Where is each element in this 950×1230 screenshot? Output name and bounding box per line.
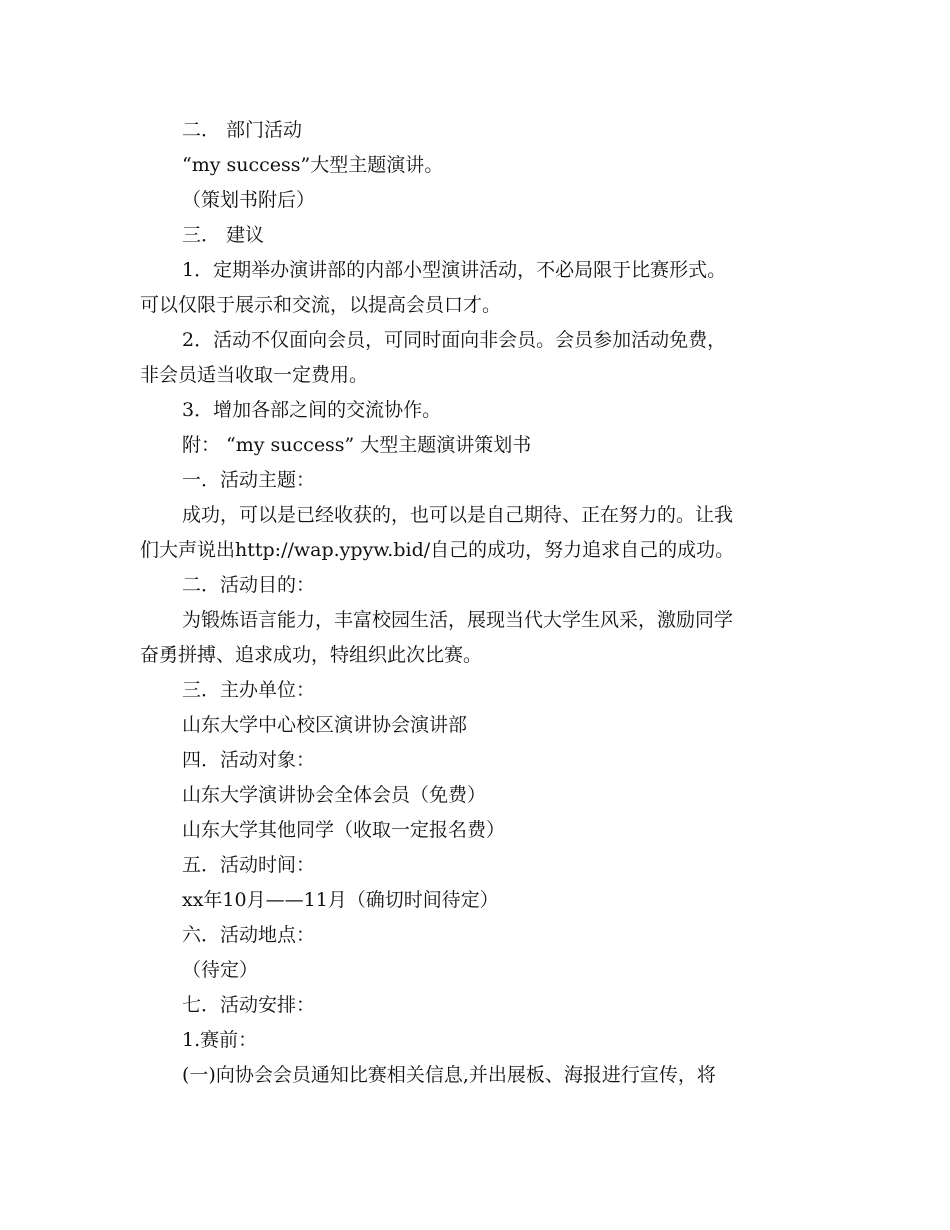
document-line: 山东大学演讲协会全体会员（免费） <box>182 784 487 806</box>
document-body <box>140 113 820 1093</box>
document-line: 五．活动时间： <box>182 854 316 876</box>
document-line: 们大声说出http://wap.ypyw.bid/自己的成功，努力追求自己的成功。 <box>140 539 735 561</box>
document-line: 三．主办单位： <box>182 679 316 701</box>
document-line: 1.赛前： <box>182 1029 258 1051</box>
document-line: 成功，可以是已经收获的，也可以是自己期待、正在努力的。让我 <box>182 504 734 526</box>
document-line: 四．活动对象： <box>182 749 316 771</box>
document-line: 六．活动地点： <box>182 924 316 946</box>
document-line: 七．活动安排： <box>182 994 316 1016</box>
document-line: 非会员适当收取一定费用。 <box>140 364 369 386</box>
document-line: 1．定期举办演讲部的内部小型演讲活动，不必局限于比赛形式。 <box>182 259 727 281</box>
document-line: (一)向协会会员通知比赛相关信息,并出展板、海报进行宣传，将 <box>182 1064 716 1086</box>
document-line: 山东大学中心校区演讲协会演讲部 <box>182 714 468 736</box>
document-line: （策划书附后） <box>182 189 316 211</box>
document-line: 为锻炼语言能力，丰富校园生活，展现当代大学生风采，激励同学 <box>182 609 734 631</box>
document-line: 三． 建议 <box>182 224 265 246</box>
document-line: 可以仅限于展示和交流，以提高会员口才。 <box>140 294 502 316</box>
document-line: 二． 部门活动 <box>182 119 303 141</box>
document-line: xx年10月——11月（确切时间待定） <box>182 889 499 911</box>
document-line: 一．活动主题： <box>182 469 316 491</box>
document-line: “my success”大型主题演讲。 <box>182 154 444 176</box>
document-line: 奋勇拼搏、追求成功，特组织此次比赛。 <box>140 644 483 666</box>
document-line: 山东大学其他同学（收取一定报名费） <box>182 819 506 841</box>
document-line: 3．增加各部之间的交流协作。 <box>182 399 442 421</box>
document-line: （待定） <box>182 959 259 981</box>
document-line: 2．活动不仅面向会员，可同时面向非会员。会员参加活动免费， <box>182 329 727 351</box>
document-line: 附： “my success” 大型主题演讲策划书 <box>182 434 532 456</box>
document-line: 二．活动目的： <box>182 574 316 596</box>
